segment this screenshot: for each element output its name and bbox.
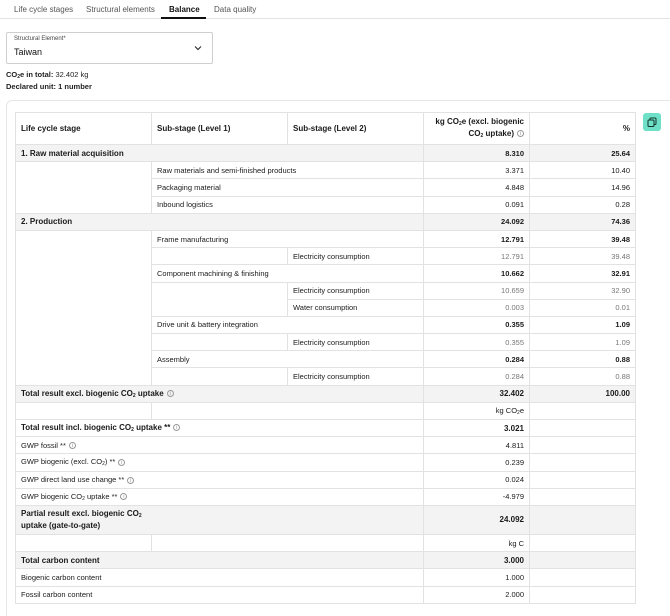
empty-cell <box>152 334 288 351</box>
header-kg-co2e: kg $CO_2e$ (excl. biogenic $CO_2$ uptake) i <box>424 113 530 145</box>
empty-cell <box>16 162 152 214</box>
active-tab-indicator <box>161 17 206 19</box>
info-icon[interactable]: i <box>517 130 524 137</box>
header-life-cycle-stage: Life cycle stage <box>16 113 152 145</box>
tab-bar <box>0 0 670 19</box>
sub-stage-2-label: Water consumption <box>288 299 424 316</box>
empty-cell <box>152 282 288 316</box>
sub-stage-value: 0.284 <box>424 351 530 368</box>
header-sub-stage-1: Sub-stage (Level 1) <box>152 113 288 145</box>
biogenic-carbon-value: 1.000 <box>424 569 530 586</box>
info-icon[interactable]: i <box>118 459 125 466</box>
sub-stage-value: 4.848 <box>424 179 530 196</box>
sub-stage-2-value: 0.003 <box>424 299 530 316</box>
table-row <box>16 552 636 569</box>
table-row <box>16 471 636 488</box>
info-icon[interactable]: i <box>120 493 127 500</box>
table-row <box>16 420 636 437</box>
sub-stage-label: Raw materials and semi-finished products <box>152 162 424 179</box>
co2-total-line <box>6 70 88 80</box>
empty-cell <box>530 420 636 437</box>
sub-stage-2-label: Electricity consumption <box>288 248 424 265</box>
sub-stage-percent: 0.28 <box>530 196 636 213</box>
fossil-carbon-label: Fossil carbon content <box>16 586 424 603</box>
sub-stage-2-value: 12.791 <box>424 248 530 265</box>
stage-percent: 25.64 <box>530 145 636 162</box>
table-row <box>16 145 636 162</box>
partial-result-value: 24.092 <box>424 505 530 534</box>
carbon-content-label: Total carbon content <box>16 552 424 569</box>
sub-stage-percent: 0.88 <box>530 351 636 368</box>
empty-cell <box>16 230 152 385</box>
sub-stage-value: 0.355 <box>424 316 530 333</box>
tab-structural-elements[interactable]: Structural elements <box>86 5 155 14</box>
empty-cell <box>530 505 636 534</box>
sub-stage-percent: 1.09 <box>530 316 636 333</box>
total-excl-percent: 100.00 <box>530 385 636 402</box>
sub-stage-2-percent: 32.90 <box>530 282 636 299</box>
empty-cell <box>530 471 636 488</box>
sub-stage-2-value: 10.659 <box>424 282 530 299</box>
info-icon[interactable]: i <box>127 477 134 484</box>
unit-kg-c: kg C <box>424 534 530 551</box>
empty-cell <box>152 248 288 265</box>
structural-element-value: Taiwan <box>14 47 43 57</box>
copy-icon <box>647 117 657 127</box>
sub-stage-label: Assembly <box>152 351 424 368</box>
empty-cell <box>16 402 152 419</box>
header-sub-stage-2: Sub-stage (Level 2) <box>288 113 424 145</box>
declared-unit-label: Declared unit: <box>6 82 57 91</box>
declared-unit-value: 1 number <box>58 82 92 91</box>
sub-stage-label: Drive unit & battery integration <box>152 316 424 333</box>
empty-cell <box>530 534 636 551</box>
stage-value: 8.310 <box>424 145 530 162</box>
empty-cell <box>152 368 288 385</box>
table-header-row <box>16 113 636 145</box>
table-row <box>16 454 636 471</box>
sub-stage-value: 3.371 <box>424 162 530 179</box>
declared-unit-line <box>6 82 92 91</box>
table-row <box>16 586 636 603</box>
empty-cell <box>530 454 636 471</box>
gwp-luc-label: GWP direct land use change ** i <box>16 471 424 488</box>
tab-data-quality[interactable]: Data quality <box>214 5 257 14</box>
stage-label: 1. Raw material acquisition <box>16 145 424 162</box>
table-row <box>16 437 636 454</box>
balance-table <box>15 112 636 604</box>
sub-stage-2-percent: 1.09 <box>530 334 636 351</box>
sub-stage-percent: 10.40 <box>530 162 636 179</box>
tab-life-cycle-stages[interactable]: Life cycle stages <box>14 5 74 14</box>
chevron-down-icon <box>193 43 203 53</box>
table-row <box>16 569 636 586</box>
gwp-luc-value: 0.024 <box>424 471 530 488</box>
table-row <box>16 213 636 230</box>
stage-percent: 74.36 <box>530 213 636 230</box>
sub-stage-value: 0.091 <box>424 196 530 213</box>
sub-stage-2-percent: 0.01 <box>530 299 636 316</box>
copy-button[interactable] <box>643 113 661 131</box>
co2-total-value: 32.402 kg <box>55 70 89 79</box>
info-icon[interactable]: i <box>173 424 180 431</box>
empty-cell <box>16 534 152 551</box>
sub-stage-2-percent: 39.48 <box>530 248 636 265</box>
total-incl-value: 3.021 <box>424 420 530 437</box>
total-incl-label: Total result incl. biogenic $CO_2$ uptake ** i <box>16 420 424 437</box>
sub-stage-label: Frame manufacturing <box>152 230 424 247</box>
total-excl-label: Total result excl. biogenic $CO_2$ uptake i <box>16 385 424 402</box>
unit-kg-co2e: kg $CO_2e$ <box>424 402 530 419</box>
gwp-biogenic-value: 0.239 <box>424 454 530 471</box>
sub-stage-label: Component machining & finishing <box>152 265 424 282</box>
header-percent: % <box>530 113 636 145</box>
sub-stage-2-value: 0.355 <box>424 334 530 351</box>
structural-element-label: Structural Element* <box>14 36 66 42</box>
sub-stage-2-label: Electricity consumption <box>288 334 424 351</box>
tab-balance[interactable]: Balance <box>169 5 200 14</box>
empty-cell <box>530 437 636 454</box>
sub-stage-value: 10.662 <box>424 265 530 282</box>
table-row <box>16 385 636 402</box>
empty-cell <box>530 552 636 569</box>
table-row <box>16 402 636 419</box>
gwp-uptake-label: GWP biogenic $CO_2$ uptake ** i <box>16 488 424 505</box>
sub-stage-percent: 39.48 <box>530 230 636 247</box>
gwp-biogenic-label: GWP biogenic (excl. $CO_2$) ** i <box>16 454 424 471</box>
table-row <box>16 534 636 551</box>
gwp-uptake-value: -4.979 <box>424 488 530 505</box>
sub-stage-percent: 14.96 <box>530 179 636 196</box>
sub-stage-2-percent: 0.88 <box>530 368 636 385</box>
biogenic-carbon-label: Biogenic carbon content <box>16 569 424 586</box>
table-row <box>16 488 636 505</box>
empty-cell <box>152 534 424 551</box>
info-icon[interactable]: i <box>167 390 174 397</box>
table-row <box>16 230 636 247</box>
fossil-carbon-value: 2.000 <box>424 586 530 603</box>
empty-cell <box>152 402 424 419</box>
empty-cell <box>530 488 636 505</box>
co2-total-label: $CO_2e$ in total: <box>6 70 54 80</box>
gwp-fossil-label: GWP fossil ** i <box>16 437 424 454</box>
sub-stage-2-label: Electricity consumption <box>288 282 424 299</box>
sub-stage-label: Packaging material <box>152 179 424 196</box>
gwp-fossil-value: 4.811 <box>424 437 530 454</box>
partial-result-label: Partial result excl. biogenic $CO_2$ uptake (gate-to-gate) <box>16 505 424 534</box>
table-row <box>16 505 636 534</box>
sub-stage-2-label: Electricity consumption <box>288 368 424 385</box>
info-icon[interactable]: i <box>69 442 76 449</box>
empty-cell <box>530 402 636 419</box>
empty-cell <box>530 569 636 586</box>
table-row <box>16 162 636 179</box>
sub-stage-percent: 32.91 <box>530 265 636 282</box>
stage-value: 24.092 <box>424 213 530 230</box>
stage-label: 2. Production <box>16 213 424 230</box>
sub-stage-value: 12.791 <box>424 230 530 247</box>
sub-stage-label: Inbound logistics <box>152 196 424 213</box>
sub-stage-2-value: 0.284 <box>424 368 530 385</box>
total-excl-value: 32.402 <box>424 385 530 402</box>
structural-element-select[interactable] <box>6 32 213 64</box>
carbon-content-value: 3.000 <box>424 552 530 569</box>
empty-cell <box>530 586 636 603</box>
